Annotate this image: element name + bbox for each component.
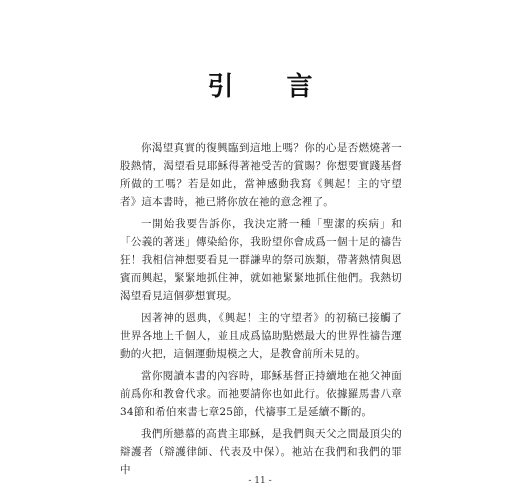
- paragraph-4: 當你閱讀本書的內容時，耶穌基督正持續地在祂父神面前爲你和教會代求。而祂要請你也如此行。依據羅馬書八章34節和希伯來書七章25節，代禱事工是延續不斷的。: [120, 370, 402, 418]
- paragraph-2: 一開始我要告訴你，我決定將一種「聖潔的疾病」和「公義的著迷」傳染給你，我盼望你會成爲一個十足的禱告狂！我相信神想要看見一群謙卑的祭司族類，帶著熱情與恩賓而興起，緊緊地抓住神，就如祂緊緊地抓住他們。我熱切渴望看見這個夢想實現。: [120, 218, 402, 302]
- paragraph-5: 我們所戀慕的高貴主耶穌，是我們與天父之間最頂尖的辯護者（辯護律師、代表及中保）。祂站在我們和我們的罪中: [120, 428, 402, 476]
- body-text: [120, 139, 402, 479]
- paragraph-1: 你渴望真實的復興臨到這地上嗎？你的心是否燃燒著一股熱情，渴望看見耶穌得著祂受苦的賞賜？你想要實踐基督所做的工嗎？若是如此，當神感動我寫《興起！主的守望者》這本書時，祂已將你放在祂的意念裡了。: [120, 142, 402, 208]
- chapter-title: 引 言: [207, 72, 335, 102]
- paragraph-3: 因著神的恩典，《興起！主的守望者》的初稿已接觸了世界各地上千個人，並且成爲協助點燃最大的世界性禱告運動的火把，這個運動規模之大，是教會前所未見的。: [120, 312, 402, 360]
- page-number: - 11 -: [248, 476, 272, 486]
